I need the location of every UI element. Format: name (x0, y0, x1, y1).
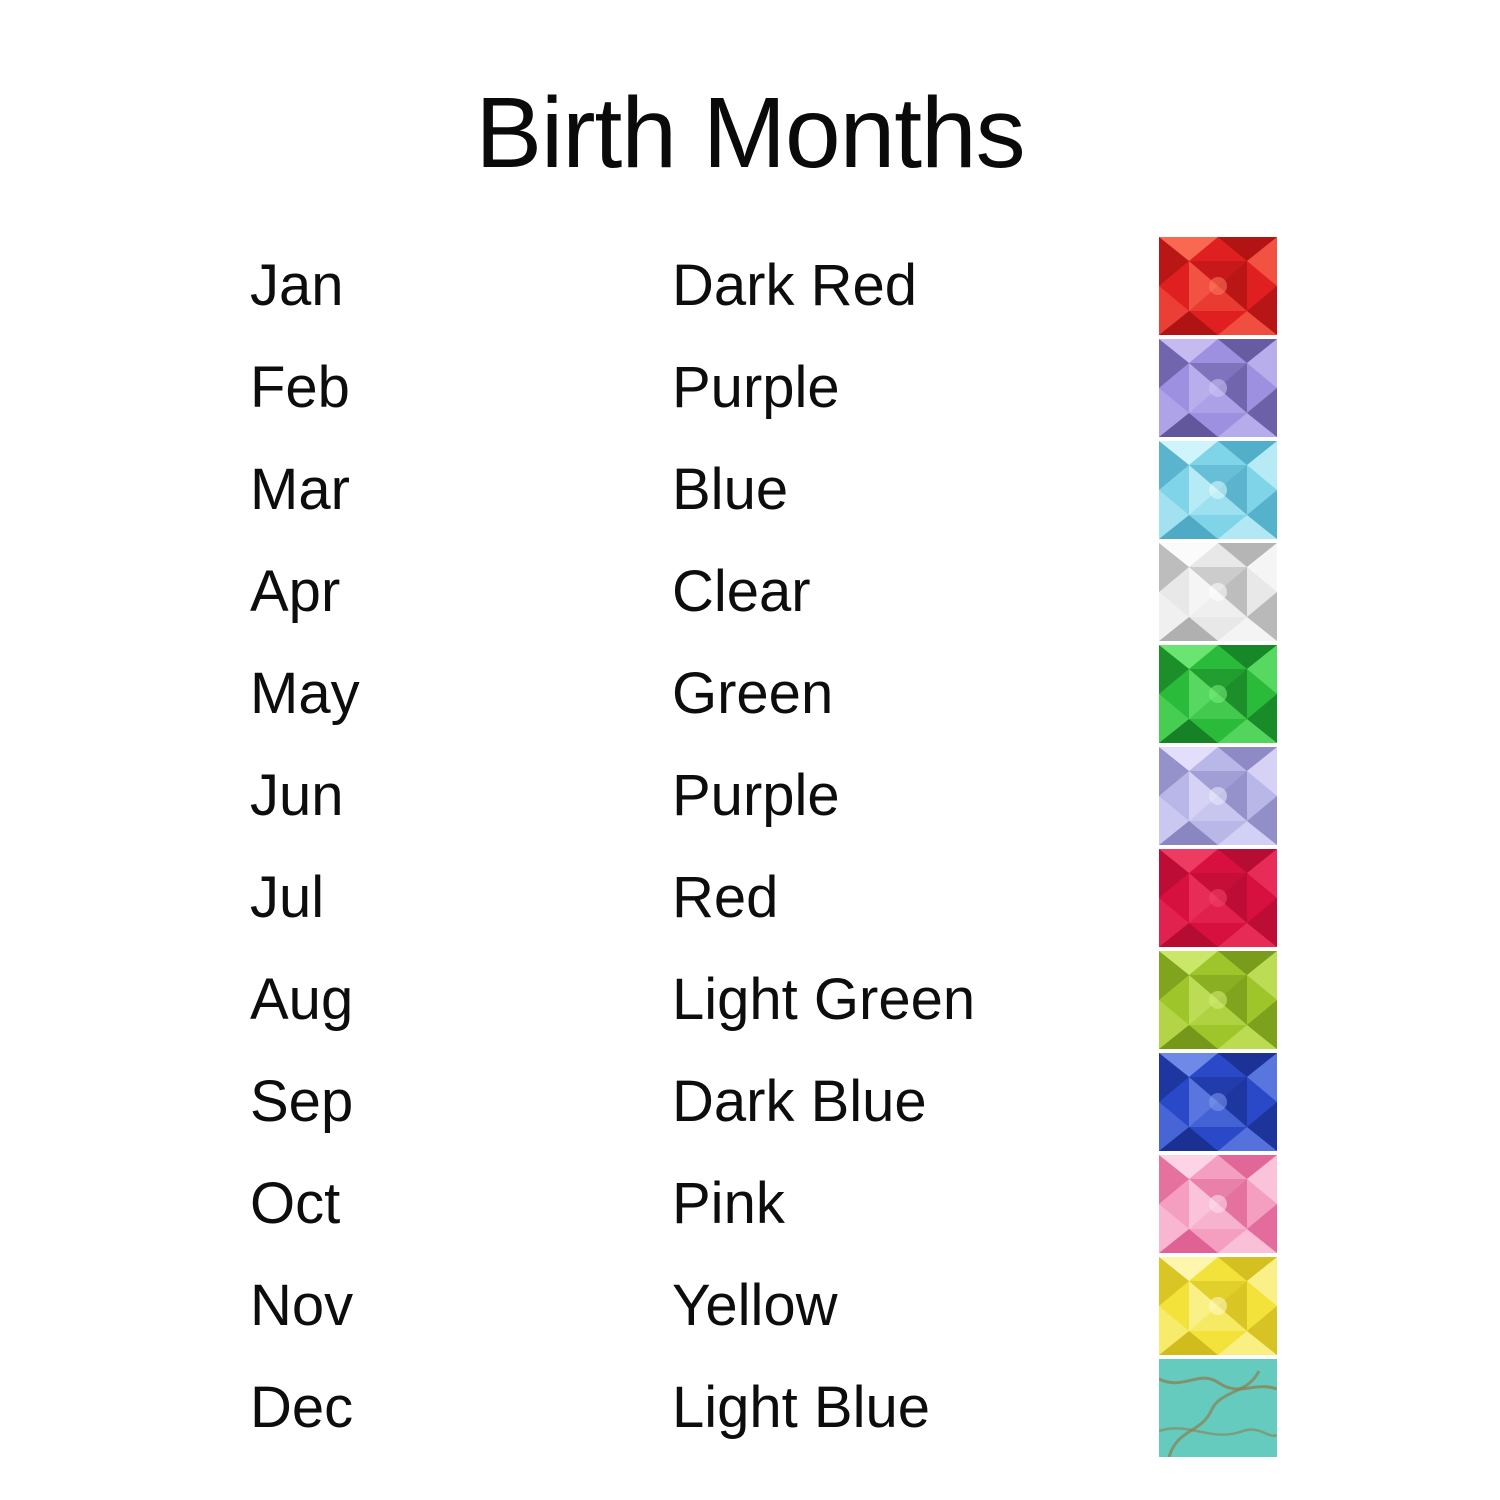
gem-cell (1159, 951, 1277, 1049)
color-label: Blue (672, 457, 789, 522)
table-row (0, 439, 1500, 541)
color-label: Red (672, 865, 779, 930)
gemstone-icon (1159, 441, 1277, 539)
month-label: Apr (250, 559, 341, 624)
gem-cell (1159, 1359, 1277, 1457)
gemstone-icon (1159, 747, 1277, 845)
table-row (0, 847, 1500, 949)
table-row (0, 643, 1500, 745)
gemstone-icon (1159, 1053, 1277, 1151)
month-label: Dec (250, 1375, 354, 1440)
table-row (0, 949, 1500, 1051)
gemstone-icon (1159, 645, 1277, 743)
month-label: Jan (250, 253, 344, 318)
gemstone-icon (1159, 849, 1277, 947)
month-label: Nov (250, 1273, 354, 1338)
color-label: Purple (672, 355, 840, 420)
month-label: Jun (250, 763, 344, 828)
table-row (0, 1255, 1500, 1357)
gem-cell (1159, 441, 1277, 539)
color-label: Light Green (672, 967, 976, 1032)
color-label: Clear (672, 559, 811, 624)
gem-cell (1159, 1053, 1277, 1151)
color-label: Yellow (672, 1273, 838, 1338)
table-row (0, 541, 1500, 643)
gem-cell (1159, 849, 1277, 947)
table-row (0, 1153, 1500, 1255)
gem-cell (1159, 339, 1277, 437)
gem-cell (1159, 747, 1277, 845)
color-label: Green (672, 661, 834, 726)
gemstone-icon (1159, 1257, 1277, 1355)
month-label: Feb (250, 355, 350, 420)
color-label: Dark Red (672, 253, 917, 318)
gemstone-icon (1159, 1155, 1277, 1253)
month-label: Mar (250, 457, 350, 522)
month-label: Oct (250, 1171, 341, 1236)
month-label: Jul (250, 865, 325, 930)
month-label: Sep (250, 1069, 354, 1134)
color-label: Dark Blue (672, 1069, 927, 1134)
gem-cell (1159, 237, 1277, 335)
table-row (0, 337, 1500, 439)
gemstone-icon (1159, 339, 1277, 437)
month-label: Aug (250, 967, 354, 1032)
table-row (0, 1051, 1500, 1153)
gemstone-icon (1159, 237, 1277, 335)
gem-cell (1159, 1257, 1277, 1355)
color-label: Pink (672, 1171, 785, 1236)
page-title: Birth Months (475, 77, 1025, 189)
table-row (0, 745, 1500, 847)
color-label: Light Blue (672, 1375, 930, 1440)
color-label: Purple (672, 763, 840, 828)
gem-cell (1159, 543, 1277, 641)
month-label: May (250, 661, 360, 726)
table-row (0, 1357, 1500, 1459)
gem-cell (1159, 1155, 1277, 1253)
birth-months-table (0, 235, 1500, 1459)
gem-cell (1159, 645, 1277, 743)
gemstone-icon (1159, 543, 1277, 641)
table-row (0, 235, 1500, 337)
turquoise-stone-icon (1159, 1359, 1277, 1457)
gemstone-icon (1159, 951, 1277, 1049)
